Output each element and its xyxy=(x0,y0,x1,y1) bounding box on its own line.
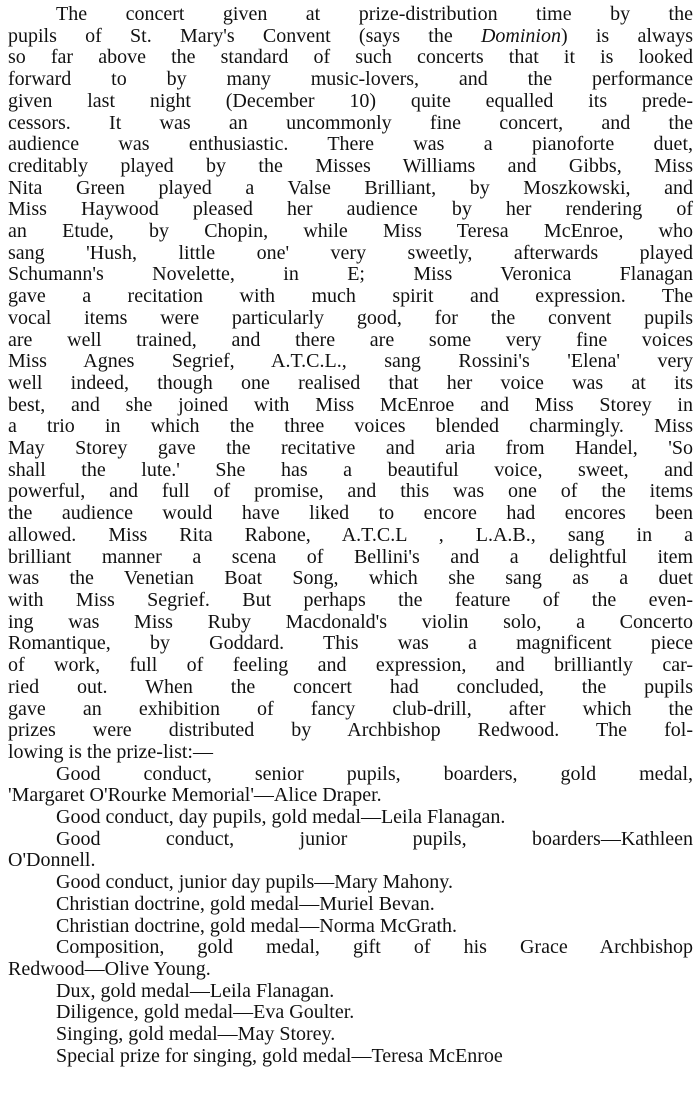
prize-entry xyxy=(8,937,693,980)
prize-line: Good conduct, junior pupils, boarders—Kathleen xyxy=(56,827,693,850)
article-line: The concert given at prize-distribution time by the xyxy=(56,3,693,25)
article-line: gave a recitation with much spirit and expression. The xyxy=(8,285,693,308)
article-line: Nita Green played a Valse Brilliant, by Moszkowski, and xyxy=(8,176,693,199)
article-line: with Miss Segrief. But perhaps the feature of the even- xyxy=(8,588,693,611)
article-line: Miss Agnes Segrief, A.T.C.L., sang Rossini's 'Elena' very xyxy=(8,350,693,373)
article-line: ing was Miss Ruby Macdonald's violin solo, a Concerto xyxy=(8,610,693,633)
article-line: audience was enthusiastic. There was a pianoforte duet, xyxy=(8,133,693,156)
prize-line: Christian doctrine, gold medal—Muriel Bevan. xyxy=(56,892,435,915)
newspaper-title: Dominion xyxy=(480,24,561,47)
article-line: pupils of St. Mary's Convent (says the Dominion) is always xyxy=(8,24,693,47)
prize-entry xyxy=(8,1002,693,1024)
prize-line-continued: O'Donnell. xyxy=(8,849,96,872)
prize-entry xyxy=(8,1046,693,1068)
article-body xyxy=(8,4,693,764)
prize-entry xyxy=(8,764,693,807)
article-line: Miss Haywood pleased her audience by her rendering of xyxy=(8,198,693,221)
prize-line: Good conduct, junior day pupils—Mary Mahony. xyxy=(56,871,453,894)
prize-line: Singing, gold medal—May Storey. xyxy=(56,1023,336,1046)
article-line: of work, full of feeling and expression, and brilliantly car- xyxy=(8,654,693,677)
prize-line: Dux, gold medal—Leila Flanagan. xyxy=(56,979,335,1002)
article-line: brilliant manner a scena of Bellini's and a delightful item xyxy=(8,545,693,568)
article-line: allowed. Miss Rita Rabone, A.T.C.L , L.A.B., sang in a xyxy=(8,523,693,546)
article-line: vocal items were particularly good, for the convent pupils xyxy=(8,306,693,329)
article-line: a trio in which the three voices blended charmingly. Miss xyxy=(8,415,693,438)
article-line: cessors. It was an uncommonly fine concert, and the xyxy=(8,111,693,134)
article-line: an Etude, by Chopin, while Miss Teresa McEnroe, who xyxy=(8,220,693,243)
prize-entry xyxy=(8,807,693,829)
article-line: well indeed, though one realised that her voice was at its xyxy=(8,371,693,394)
article-line: sang 'Hush, little one' very sweetly, afterwards played xyxy=(8,241,693,264)
article-line: shall the lute.' She has a beautiful voice, sweet, and xyxy=(8,458,693,481)
article-line: are well trained, and there are some very fine voices xyxy=(8,328,693,351)
prize-line: Good conduct, day pupils, gold medal—Leila Flanagan. xyxy=(56,806,506,829)
article-line: gave an exhibition of fancy club-drill, after which the xyxy=(8,697,693,720)
prize-list xyxy=(8,764,693,1068)
prize-line: Composition, gold medal, gift of his Grace Archbishop xyxy=(56,936,693,959)
prize-entry xyxy=(8,981,693,1003)
article-line: Romantique, by Goddard. This was a magnificent piece xyxy=(8,632,693,655)
prize-entry xyxy=(8,894,693,916)
article-line: creditably played by the Misses Williams and Gibbs, Miss xyxy=(8,154,693,177)
article-line: was the Venetian Boat Song, which she sang as a duet xyxy=(8,567,693,590)
prize-line: Special prize for singing, gold medal—Teresa McEnroe xyxy=(56,1044,503,1067)
prize-line-continued: Redwood—Olive Young. xyxy=(8,957,211,980)
article-line: best, and she joined with Miss McEnroe and Miss Storey in xyxy=(8,393,693,416)
article-line: ried out. When the concert had concluded, the pupils xyxy=(8,675,693,698)
article-line: Schumann's Novelette, in E; Miss Veronica Flanagan xyxy=(8,263,693,286)
prize-entry xyxy=(8,916,693,938)
article-line: the audience would have liked to encore had encores been xyxy=(8,502,693,525)
article-line: lowing is the prize-list:— xyxy=(8,740,213,763)
prize-entry xyxy=(8,1024,693,1046)
prize-line: Christian doctrine, gold medal—Norma McGrath. xyxy=(56,914,458,937)
prize-entry xyxy=(8,829,693,872)
article-line: May Storey gave the recitative and aria from Handel, 'So xyxy=(8,437,693,460)
article-line: prizes were distributed by Archbishop Redwood. The fol- xyxy=(8,719,693,742)
article-line: powerful, and full of promise, and this was one of the items xyxy=(8,480,693,503)
prize-line-continued: 'Margaret O'Rourke Memorial'—Alice Draper. xyxy=(8,784,382,807)
article-line: so far above the standard of such concerts that it is looked xyxy=(8,46,693,69)
article-line: forward to by many music-lovers, and the performance xyxy=(8,68,693,91)
article-line: given last night (December 10) quite equalled its prede- xyxy=(8,89,693,112)
prize-line: Good conduct, senior pupils, boarders, gold medal, xyxy=(56,762,693,785)
prize-line: Diligence, gold medal—Eva Goulter. xyxy=(56,1001,355,1024)
prize-entry xyxy=(8,872,693,894)
